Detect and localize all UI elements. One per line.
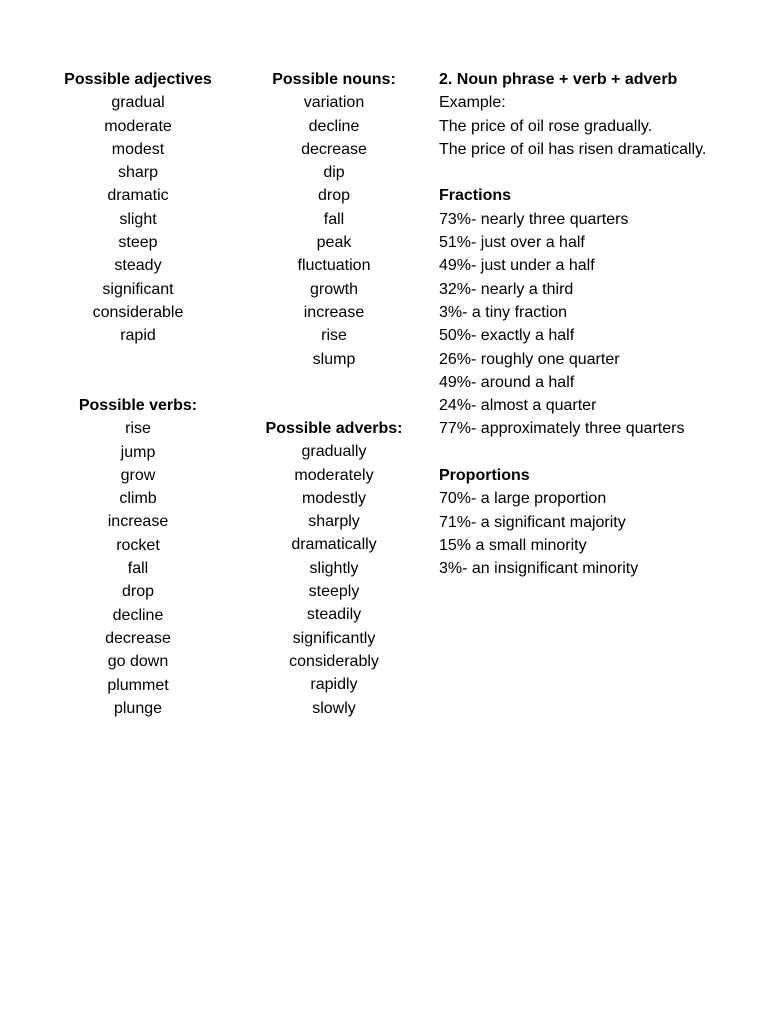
noun-item: dip — [323, 164, 345, 182]
noun-item: fall — [323, 210, 345, 228]
fraction-item: 77%- approximately three quarters — [439, 420, 685, 438]
adverb-item: dramatically — [291, 536, 377, 554]
verb-item: decrease — [105, 629, 171, 647]
verbs-list — [38, 394, 238, 720]
noun-item: growth — [309, 280, 359, 298]
adjective-item: modest — [111, 140, 165, 158]
verb-item: plummet — [107, 676, 169, 694]
verb-item: decline — [112, 606, 164, 624]
example-label: Example: — [439, 94, 506, 112]
verb-item: go down — [107, 653, 169, 671]
adverb-item: steeply — [308, 583, 360, 601]
fraction-item: 49%- just under a half — [439, 257, 595, 275]
noun-item: fluctuation — [297, 257, 371, 275]
verb-item: plunge — [113, 699, 163, 717]
adverb-item: sharply — [308, 513, 360, 531]
adverb-item: considerably — [289, 652, 379, 670]
noun-item: increase — [303, 303, 365, 321]
verb-item: rise — [125, 420, 151, 438]
fraction-item: 3%- a tiny fraction — [439, 303, 568, 321]
verb-item: increase — [107, 513, 169, 531]
nouns-list — [234, 68, 434, 371]
verb-item: rocket — [116, 536, 160, 554]
noun-item: peak — [316, 234, 352, 252]
verb-item: jump — [120, 443, 156, 461]
verb-item: drop — [121, 583, 155, 601]
right-column — [439, 68, 759, 581]
proportion-item: 71%- a significant majority — [439, 513, 626, 531]
noun-item: rise — [321, 327, 347, 345]
fractions-heading: Fractions — [439, 187, 512, 205]
proportion-item: 70%- a large proportion — [439, 490, 607, 508]
noun-item: slump — [312, 350, 356, 368]
section-gap — [439, 441, 759, 464]
adjective-item: slight — [119, 210, 157, 228]
fraction-item: 50%- exactly a half — [439, 327, 575, 345]
noun-item: variation — [303, 94, 365, 112]
fraction-item: 32%- nearly a third — [439, 280, 574, 298]
noun-item: decline — [308, 117, 360, 135]
example-sentence: The price of oil has risen dramatically. — [439, 140, 707, 158]
fraction-item: 49%- around a half — [439, 373, 575, 391]
proportion-item: 15% a small minority — [439, 536, 587, 554]
adjective-item: significant — [102, 280, 174, 298]
adjectives-list — [38, 68, 238, 348]
fraction-item: 26%- roughly one quarter — [439, 350, 620, 368]
verbs-heading: Possible verbs: — [78, 397, 198, 414]
verb-item: fall — [127, 560, 149, 578]
adjectives-heading: Possible adjectives — [64, 71, 212, 88]
adverb-item: slightly — [309, 559, 359, 577]
proportion-item: 3%- an insignificant minority — [439, 560, 639, 578]
fraction-item: 73%- nearly three quarters — [439, 210, 629, 228]
adverb-item: rapidly — [310, 676, 358, 694]
noun-phrase-heading: 2. Noun phrase + verb + adverb — [439, 71, 678, 88]
fraction-item: 24%- almost a quarter — [439, 397, 597, 415]
adjective-item: steep — [118, 234, 158, 252]
adverb-item: significantly — [292, 629, 376, 647]
nouns-heading: Possible nouns: — [272, 71, 396, 88]
adverb-item: gradually — [301, 443, 367, 461]
adverbs-heading: Possible adverbs: — [265, 420, 403, 437]
fraction-item: 51%- just over a half — [439, 234, 585, 252]
example-sentence: The price of oil rose gradually. — [439, 117, 653, 135]
adjective-item: dramatic — [107, 187, 169, 205]
adverbs-list — [234, 417, 434, 720]
adjective-item: rapid — [120, 327, 156, 345]
adverb-item: slowly — [312, 699, 356, 717]
proportions-heading: Proportions — [439, 467, 530, 485]
verb-item: climb — [119, 490, 157, 508]
adverb-item: steadily — [306, 606, 362, 624]
adjective-item: considerable — [92, 303, 184, 321]
noun-item: decrease — [301, 140, 367, 158]
noun-item: drop — [317, 187, 351, 205]
adjective-item: sharp — [117, 164, 159, 182]
adverb-item: modestly — [301, 489, 367, 507]
adjective-item: gradual — [111, 94, 165, 112]
adverb-item: moderately — [294, 466, 374, 484]
adjective-item: moderate — [104, 117, 172, 135]
section-gap — [439, 161, 759, 184]
verb-item: grow — [120, 466, 156, 484]
adjective-item: steady — [114, 257, 162, 275]
